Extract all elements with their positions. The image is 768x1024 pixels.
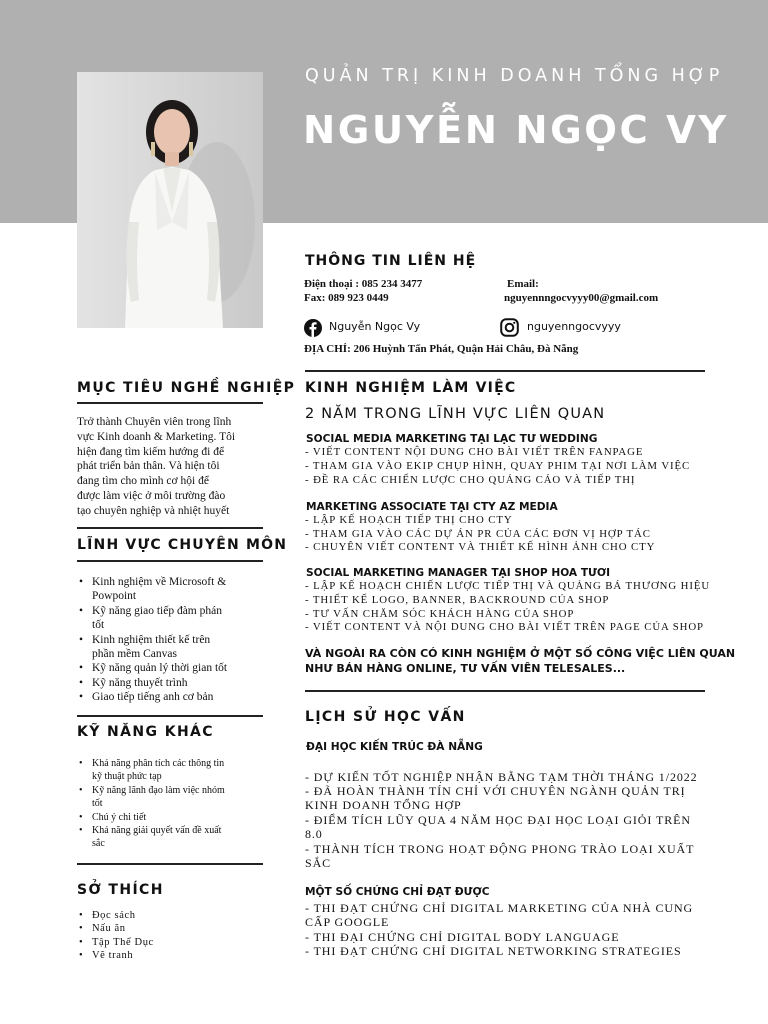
contact-heading: THÔNG TIN LIÊN HỆ [305, 253, 477, 269]
objective-line: phát triển bản thân. Và hiện tôi [77, 460, 220, 473]
phone-text: Điện thoại : 085 234 3477 [304, 278, 423, 290]
divider-contact [305, 370, 705, 372]
objective-heading: MỤC TIÊU NGHỀ NGHIỆP [77, 380, 296, 396]
list-item: • Kỹ năng thuyết trình [77, 676, 263, 690]
job-line: - THAM GIA VÀO EKIP CHỤP HÌNH, QUAY PHIM TẠI NƠI LÀM VIỆC [305, 460, 691, 472]
other-skills-heading: KỸ NĂNG KHÁC [77, 724, 214, 740]
certificate-line: - THI ĐẠT CHỨNG CHỈ DIGITAL MARKETING CỦA NHÀ CUNG [305, 901, 694, 915]
job-title-2: MARKETING ASSOCIATE TẠI CTY AZ MEDIA [306, 501, 558, 513]
certificate-line: - THI ĐẠT CHỨNG CHỈ DIGITAL NETWORKING STRATEGIES [305, 944, 682, 958]
profile-photo [77, 72, 263, 328]
experience-extra-line: NHƯ BÁN HÀNG ONLINE, TƯ VẤN VIÊN TELESALES... [305, 662, 626, 675]
job-line: - VIẾT CONTENT VÀ NỘI DUNG CHO BÀI VIẾT TRÊN PAGE CỦA SHOP [305, 621, 704, 633]
job-title-1: SOCIAL MEDIA MARKETING TẠI LẠC TƯ WEDDING [306, 433, 598, 445]
job-line: - LẬP KẾ HOẠCH TIẾP THỊ CHO CTY [305, 514, 513, 526]
education-line: SẮC [305, 856, 332, 870]
expertise-list [77, 575, 263, 705]
list-item: • Tập Thể Dục [77, 936, 154, 949]
list-item: • Kỹ năng lãnh đạo làm việc nhóm tốt [77, 784, 267, 811]
divider-hobbies-top [77, 863, 263, 865]
divider-objective [77, 402, 263, 404]
portrait-illustration [77, 72, 263, 328]
divider-expertise [77, 560, 263, 562]
job-line: - VIẾT CONTENT NỘI DUNG CHO BÀI VIẾT TRÊN FANPAGE [305, 446, 644, 458]
list-item: • Kinh nghiệm thiết kế trên phần mềm Canvas [77, 633, 263, 662]
job-line: - THAM GIA VÀO CÁC DỰ ÁN PR CỦA CÁC ĐƠN VỊ HỢP TÁC [305, 528, 651, 540]
expertise-heading: LĨNH VỰC CHUYÊN MÔN [77, 537, 288, 553]
list-item: • Kỹ năng giao tiếp đàm phán tốt [77, 604, 263, 633]
list-item: • Kỹ năng quản lý thời gian tốt [77, 661, 263, 675]
job-line: - LẬP KẾ HOẠCH CHIẾN LƯỢC TIẾP THỊ VÀ QUẢNG BÁ THƯƠNG HIỆU [305, 580, 711, 592]
instagram-icon[interactable] [500, 318, 519, 337]
job-title: QUẢN TRỊ KINH DOANH TỔNG HỢP [305, 66, 724, 86]
list-item: • Khả năng giải quyết vấn đề xuất sắc [77, 824, 267, 851]
certificate-line: - THI ĐẠI CHỨNG CHỈ DIGITAL BODY LANGUAGE [305, 930, 620, 944]
list-item: • Vẽ tranh [77, 949, 154, 962]
objective-text [77, 415, 235, 519]
divider-skills-top [77, 715, 263, 717]
job-line: - THIẾT KẾ LOGO, BANNER, BACKROUND CỦA SHOP [305, 594, 610, 606]
objective-line: Trở thành Chuyên viên trong lĩnh [77, 416, 232, 428]
job-line: - TƯ VẤN CHĂM SÓC KHÁCH HÀNG CỦA SHOP [305, 608, 575, 620]
certificates-heading: MỘT SỐ CHỨNG CHỈ ĐẠT ĐƯỢC [305, 886, 490, 898]
education-line: - ĐÃ HOÀN THÀNH TÍN CHỈ VỚI CHUYÊN NGÀNH QUẢN TRỊ [305, 784, 686, 798]
facebook-handle[interactable]: Nguyễn Ngọc Vy [329, 320, 421, 333]
education-line: KINH DOANH TỔNG HỢP [305, 798, 462, 812]
divider-expertise-top [77, 527, 263, 529]
job-line: - CHUYÊN VIẾT CONTENT VÀ THIẾT KẾ HÌNH ẢNH CHO CTY [305, 541, 656, 553]
objective-line: tạo chuyên nghiệp và nhiệt huyết [77, 504, 230, 517]
list-item: • Nấu ăn [77, 922, 154, 935]
list-item: • Kinh nghiệm về Microsoft & Powpoint [77, 575, 263, 604]
education-line: - DỰ KIẾN TỐT NGHIỆP NHẬN BẰNG TẠM THỜI THÁNG 1/2022 [305, 770, 698, 784]
instagram-handle[interactable]: nguyenngocvyyy [527, 320, 621, 333]
objective-line: đang tìm cho mình cơ hội để [77, 475, 209, 488]
fax-text: Fax: 089 923 0449 [304, 292, 389, 304]
education-heading: LỊCH SỬ HỌC VẤN [305, 709, 466, 725]
certificate-line: CẤP GOOGLE [305, 915, 390, 929]
objective-line: vực Kinh doanh & Marketing. Tôi [77, 430, 236, 443]
school-name: ĐẠI HỌC KIẾN TRÚC ĐÀ NẴNG [306, 741, 483, 753]
hobbies-heading: SỞ THÍCH [77, 882, 164, 898]
list-item: • Giao tiếp tiếng anh cơ bản [77, 690, 263, 704]
job-title-3: SOCIAL MARKETING MANAGER TẠI SHOP HOA TƯƠI [306, 567, 611, 579]
experience-extra-line: VÀ NGOÀI RA CÒN CÓ KINH NGHIỆM Ở MỘT SỐ CÔNG VIỆC LIÊN QUAN [305, 647, 736, 660]
list-item: • Chú ý chi tiết [77, 811, 267, 824]
objective-line: được làm việc ở môi trường đào [77, 489, 226, 502]
facebook-icon[interactable] [304, 319, 322, 337]
other-skills-list [77, 757, 267, 851]
experience-heading: KINH NGHIỆM LÀM VIỆC [305, 380, 517, 396]
list-item: • Khả năng phân tích các thông tin kỹ thuật phức tạp [77, 757, 267, 784]
education-line: 8.0 [305, 827, 323, 841]
email-text[interactable]: nguyennngocvyyy00@gmail.com [504, 292, 659, 304]
list-item: • Đọc sách [77, 909, 154, 922]
candidate-name: NGUYỄN NGỌC VY [303, 108, 729, 153]
job-line: - ĐỀ RA CÁC CHIẾN LƯỢC CHO QUẢNG CÁO VÀ TIẾP THỊ [305, 474, 636, 486]
email-label: Email: [507, 278, 539, 290]
hobbies-list [77, 909, 154, 963]
objective-line: hiện đang tìm kiếm hướng đi để [77, 445, 225, 458]
address-text: ĐỊA CHỈ: 206 Huỳnh Tấn Phát, Quận Hải Châu, Đà Nẵng [304, 343, 579, 355]
experience-subheading: 2 NĂM TRONG LĨNH VỰC LIÊN QUAN [305, 406, 606, 422]
education-line: - THÀNH TÍCH TRONG HOẠT ĐỘNG PHONG TRÀO LOẠI XUẤT [305, 842, 695, 856]
divider-education [305, 690, 705, 692]
education-line: - ĐIỂM TÍCH LŨY QUA 4 NĂM HỌC ĐẠI HỌC LOẠI GIỎI TRÊN [305, 813, 691, 827]
